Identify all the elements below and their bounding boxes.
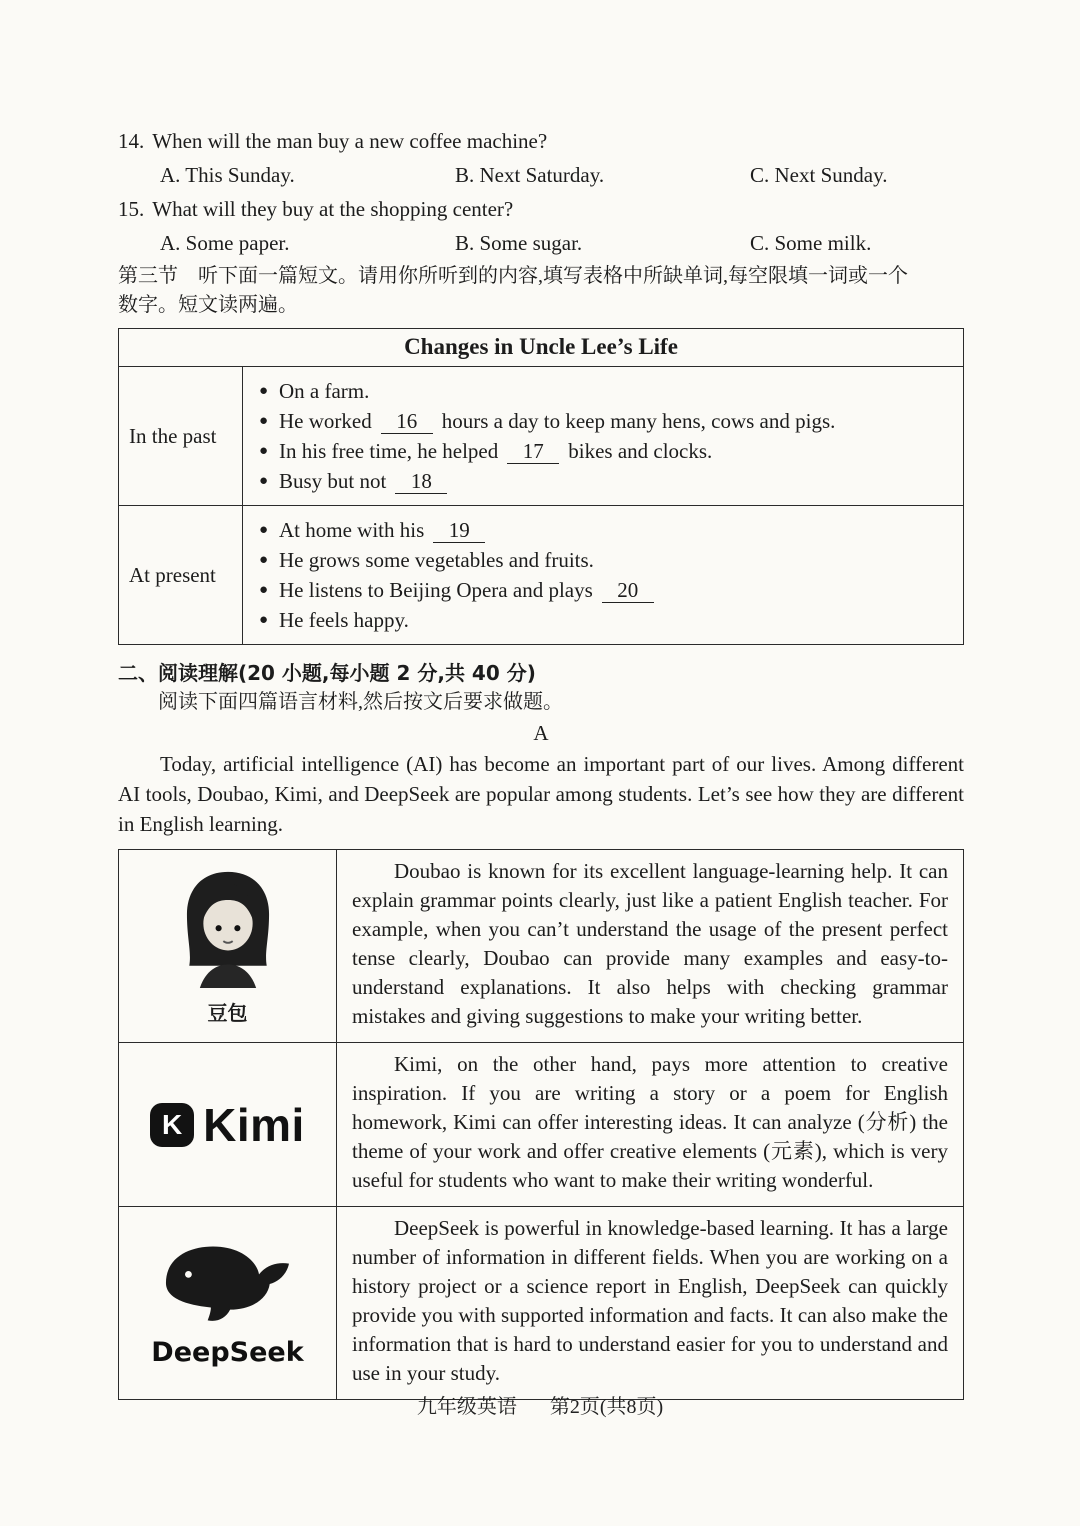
doubao-row [119, 850, 964, 1043]
footer-page-number: 第2页(共8页) [549, 1396, 664, 1418]
doubao-label: 豆包 [207, 1001, 248, 1025]
kimi-row [119, 1043, 964, 1207]
question-15-text: What will they buy at the shopping center? [152, 197, 514, 221]
doubao-description-cell [337, 850, 964, 1043]
ai-tools-table [118, 849, 964, 1400]
in-the-past-cell [243, 367, 964, 506]
uncle-lee-table-title: Changes in Uncle Lee’s Life [119, 329, 964, 367]
question-14-option-c: C. Next Sunday. [750, 163, 888, 187]
in-the-past-row [119, 367, 964, 506]
bullet-item [259, 376, 953, 406]
blank-18: 18 [395, 469, 447, 494]
item-text: He feels happy. [279, 608, 409, 632]
bullet-item [259, 406, 953, 436]
bullet-item [259, 575, 953, 605]
section3-line1: 第三节 听下面一篇短文。请用你所听到的内容,填写表格中所缺单词,每空限填一词或一个 [118, 265, 908, 287]
deepseek-logo-cell [119, 1207, 337, 1400]
question-14-options [118, 160, 964, 190]
item-text: He worked [279, 409, 372, 433]
row-label-in-the-past: In the past [119, 367, 243, 506]
page-footer [0, 1390, 1080, 1419]
item-text: bikes and clocks. [568, 439, 713, 463]
at-present-cell [243, 506, 964, 645]
question-14 [118, 126, 964, 156]
doubao-logo-cell [119, 850, 337, 1043]
bullet-item [259, 605, 953, 635]
blank-17: 17 [507, 439, 559, 464]
bullet-item [259, 515, 953, 545]
page-content [118, 126, 964, 1400]
item-text: He listens to Beijing Opera and plays [279, 578, 593, 602]
question-14-option-b: B. Next Saturday. [455, 163, 605, 187]
deepseek-row [119, 1207, 964, 1400]
bullet-item [259, 545, 953, 575]
item-text: At home with his [279, 518, 425, 542]
kimi-description-cell [337, 1043, 964, 1207]
section3-line2: 数字。短文读两遍。 [118, 294, 298, 316]
question-14-text: When will the man buy a new coffee machine? [152, 129, 548, 153]
question-15 [118, 194, 964, 224]
reading-instruction: 阅读下面四篇语言材料,然后按文后要求做题。 [158, 691, 563, 713]
blank-16: 16 [381, 409, 433, 434]
question-15-option-a: A. Some paper. [160, 231, 290, 255]
bullet-item [259, 466, 953, 496]
question-15-number: 15. [118, 197, 145, 221]
passage-label-a: A [533, 721, 549, 745]
uncle-lee-table [118, 328, 964, 645]
bullet-item [259, 436, 953, 466]
doubao-description: Doubao is known for its excellent language-learning help. It can explain grammar points clearly, just like a patient English teacher. For example, when you can’t understand the usage of the present perfect tense clearly, Doubao can provide many examples and easy-to-understand explanations. It also helps with checking grammar mistakes and giving suggestions to make your writing better. [352, 859, 948, 1028]
footer-course-name: 九年级英语 [416, 1396, 517, 1418]
at-present-row [119, 506, 964, 645]
question-15-options [118, 228, 964, 258]
item-text: hours a day to keep many hens, cows and pigs. [441, 409, 836, 433]
reading-section-heading: 二、阅读理解(20 小题,每小题 2 分,共 40 分) [118, 661, 536, 685]
item-text: On a farm. [279, 379, 370, 403]
kimi-logo [125, 1098, 330, 1152]
doubao-avatar-icon [169, 975, 287, 992]
deepseek-description: DeepSeek is powerful in knowledge-based learning. It has a large number of information in different fields. When you are working on a history project or a science report in English, DeepSeek can quickly provide you with supported information and facts. It can also make the information that is hard to understand easier for you to understand and use in your study. [352, 1216, 948, 1385]
deepseek-label: DeepSeek [151, 1337, 304, 1368]
kimi-logo-cell [119, 1043, 337, 1207]
kimi-k-badge-icon: K [150, 1103, 194, 1147]
passage-intro: Today, artificial intelligence (AI) has become an important part of our lives. Among different AI tools, Doubao, Kimi, and DeepSeek are popular among students. Let’s see how they are different in English learning. [118, 752, 964, 836]
section3-instructions [118, 262, 964, 320]
kimi-description: Kimi, on the other hand, pays more attention to creative inspiration. If you are writing a story or a poem for English homework, Kimi can offer interesting ideas. It can analyze (分析) the theme of your work and offer creative elements (元素), which is very useful for students who want to make their writing wonderful. [352, 1052, 948, 1192]
kimi-wordmark: Kimi [203, 1098, 305, 1151]
deepseek-whale-icon [153, 1317, 303, 1334]
question-14-option-a: A. This Sunday. [160, 163, 295, 187]
question-15-option-c: C. Some milk. [750, 231, 872, 255]
item-text: In his free time, he helped [279, 439, 499, 463]
blank-20: 20 [602, 578, 654, 603]
blank-19: 19 [433, 518, 485, 543]
row-label-at-present: At present [119, 506, 243, 645]
item-text: He grows some vegetables and fruits. [279, 548, 594, 572]
question-14-number: 14. [118, 129, 145, 153]
deepseek-description-cell [337, 1207, 964, 1400]
question-15-option-b: B. Some sugar. [455, 231, 583, 255]
uncle-lee-title-row [119, 329, 964, 367]
item-text: Busy but not [279, 469, 387, 493]
